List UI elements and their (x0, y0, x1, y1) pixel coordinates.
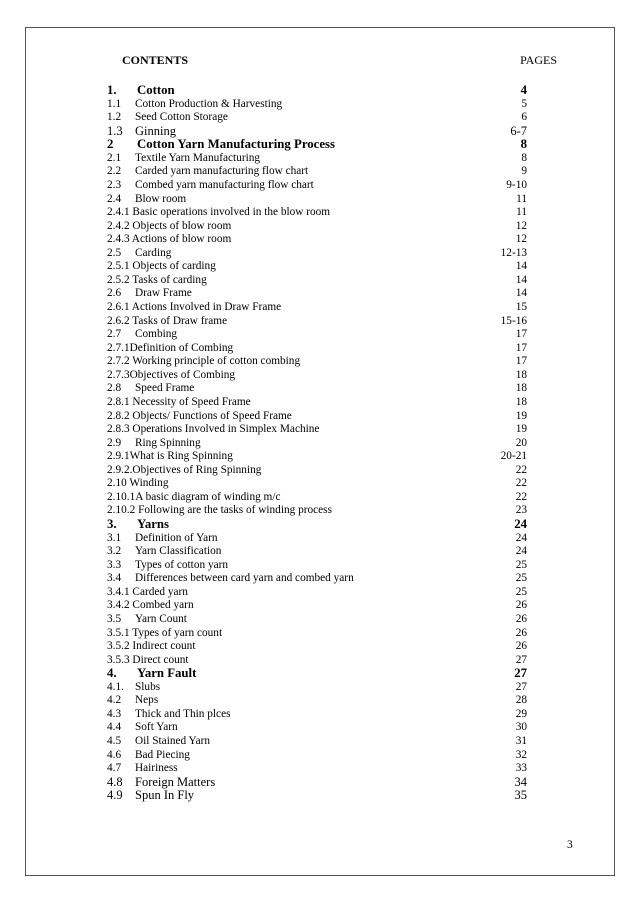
toc-entry (107, 247, 537, 261)
toc-entry (107, 84, 537, 98)
toc-entry (107, 776, 537, 790)
toc-entry-title: 2.7.3Objectives of Combing (107, 368, 236, 381)
toc-entry-title: Blow room (135, 192, 187, 205)
toc-entry-page: 12-13 (500, 246, 527, 259)
toc-entry-title: 2.5.1 Objects of carding (107, 260, 216, 273)
toc-entry-page: 5 (521, 97, 527, 110)
toc-entry-title: Speed Frame (135, 382, 195, 395)
toc-entry-number: 3.4 (107, 572, 122, 585)
toc-entry-title: Types of cotton yarn (135, 558, 229, 571)
toc-entry (107, 179, 537, 193)
toc-entry-title: Thick and Thin plces (135, 707, 231, 720)
toc-entry (107, 450, 537, 464)
toc-entry (107, 491, 537, 505)
toc-entry-title: Yarn Fault (137, 666, 197, 681)
toc-entry-page: 11 (516, 192, 527, 205)
toc-entry-number: 3. (107, 517, 117, 531)
toc-entry-title: 2.10.2 Following are the tasks of winding process (107, 504, 332, 517)
toc-entry-title: Bad Piecing (135, 748, 190, 761)
toc-entry (107, 111, 537, 125)
toc-entry-number: 4.5 (107, 735, 122, 747)
toc-entry-title: Yarn Count (135, 612, 187, 625)
toc-entry-title: Combed yarn manufacturing flow chart (135, 178, 314, 191)
toc-entry-title: 2.8.1 Necessity of Speed Frame (107, 395, 251, 408)
toc-entry (107, 762, 537, 776)
toc-entry (107, 572, 537, 586)
toc-entry-number: 1.1 (107, 97, 122, 110)
toc-entry-page: 11 (516, 206, 527, 219)
toc-entry-page: 26 (515, 599, 527, 612)
toc-entry (107, 694, 537, 708)
toc-entry (107, 654, 537, 668)
toc-entry-title: 3.4.2 Combed yarn (107, 599, 194, 612)
toc-entry (107, 328, 537, 342)
toc-entry-page: 9-10 (506, 178, 527, 191)
toc-entry-title: 2.8.2 Objects/ Functions of Speed Frame (107, 409, 292, 422)
toc-entry-number: 2.1 (107, 151, 122, 164)
toc-entry-page: 35 (514, 788, 527, 803)
toc-entry-page: 19 (515, 423, 527, 436)
toc-entry-number: 2.5 (107, 246, 122, 259)
toc-entry-title: Carding (135, 246, 172, 259)
toc-entry-page: 12 (515, 219, 527, 232)
toc-entry (107, 233, 537, 247)
toc-entry-page: 32 (515, 748, 527, 761)
toc-entry-title: 2.5.2 Tasks of carding (107, 273, 207, 286)
toc-entry (107, 789, 537, 803)
toc-entry (107, 545, 537, 559)
toc-entry-title: 2.7.2 Working principle of cotton combing (107, 355, 301, 368)
toc-entry-page: 15-16 (500, 314, 527, 327)
page-number: 3 (567, 839, 573, 851)
toc-entry-page: 22 (515, 463, 527, 476)
toc-entry-number: 1.2 (107, 111, 122, 124)
toc-entry (107, 410, 537, 424)
toc-entry-title: Yarn Classification (135, 545, 222, 558)
toc-entry (107, 627, 537, 641)
toc-entry-page: 8 (521, 151, 527, 164)
toc-entry (107, 504, 537, 518)
toc-entry-number: 4.4 (107, 721, 122, 734)
toc-entry (107, 464, 537, 478)
toc-entry-page: 14 (515, 273, 527, 286)
toc-entry-title: Cotton Yarn Manufacturing Process (137, 137, 335, 152)
toc-entry-number: 3.3 (107, 558, 122, 571)
toc-entry (107, 287, 537, 301)
toc-entry-number: 2.2 (107, 165, 122, 178)
toc-entry-title: Slubs (135, 680, 161, 693)
toc-entry (107, 152, 537, 166)
toc-entry-number: 2.6 (107, 287, 122, 300)
toc-entry-number: 4.9 (107, 788, 123, 803)
toc-entry-page: 25 (515, 585, 527, 598)
toc-entry-title: Ring Spinning (135, 436, 201, 449)
toc-entry (107, 355, 537, 369)
toc-entry-title: Spun In Fly (135, 788, 195, 803)
toc-entry-title: 2.10 Winding (107, 477, 169, 490)
toc-entry-title: Combing (135, 328, 178, 341)
pages-heading: PAGES (520, 53, 557, 67)
toc-entry-number: 4.3 (107, 707, 122, 720)
toc-entry (107, 396, 537, 410)
toc-entry-title: Hairiness (135, 762, 178, 775)
toc-entry (107, 342, 537, 356)
toc-entry-number: 2.8 (107, 382, 122, 395)
toc-entry-page: 26 (515, 640, 527, 653)
toc-entry (107, 260, 537, 274)
toc-entry-title: 3.5.3 Direct count (107, 653, 189, 666)
toc-entry-number: 2.3 (107, 178, 122, 191)
toc-entry-title: Definition of Yarn (135, 531, 218, 544)
toc-entry-number: 2.9 (107, 436, 122, 449)
toc-entry (107, 193, 537, 207)
toc-entry-page: 22 (515, 477, 527, 490)
toc-entry-number: 4.8 (107, 774, 123, 789)
toc-entry-page: 31 (515, 735, 527, 747)
toc-entry-title: 2.4.3 Actions of blow room (107, 233, 232, 246)
toc-entry-page: 24 (514, 517, 527, 531)
toc-entry-number: 2 (107, 137, 114, 152)
toc-entry (107, 125, 537, 139)
toc-entry-number: 3.2 (107, 545, 122, 558)
toc-entry-page: 26 (515, 626, 527, 639)
toc-entry (107, 599, 537, 613)
toc-entry-page: 28 (515, 694, 527, 707)
table-of-contents (107, 84, 537, 803)
toc-entry-title: Cotton Production & Harvesting (135, 97, 283, 110)
toc-entry-page: 17 (515, 341, 527, 354)
toc-entry-page: 18 (515, 395, 527, 408)
toc-entry-title: Soft Yarn (135, 721, 178, 734)
toc-entry-page: 23 (515, 504, 527, 517)
toc-entry-page: 6-7 (510, 123, 527, 138)
toc-entry-title: 2.10.1A basic diagram of winding m/c (107, 490, 281, 503)
toc-entry-page: 24 (515, 545, 527, 558)
toc-entry-title: Oil Stained Yarn (135, 735, 211, 747)
toc-entry (107, 640, 537, 654)
toc-entry-page: 34 (514, 774, 527, 789)
toc-entry (107, 138, 537, 152)
toc-entry-page: 20 (515, 436, 527, 449)
toc-entry (107, 613, 537, 627)
toc-entry-page: 12 (515, 233, 527, 246)
toc-entry (107, 98, 537, 112)
toc-entry-number: 2.7 (107, 328, 122, 341)
toc-entry-title: Textile Yarn Manufacturing (135, 151, 261, 164)
toc-entry (107, 532, 537, 546)
toc-entry (107, 423, 537, 437)
toc-entry-number: 4.7 (107, 762, 122, 775)
toc-entry-title: 2.6.2 Tasks of Draw frame (107, 314, 228, 327)
toc-entry-title: 2.4.1 Basic operations involved in the blow room (107, 206, 331, 219)
toc-entry (107, 749, 537, 763)
toc-entry (107, 518, 537, 532)
toc-entry (107, 274, 537, 288)
toc-entry (107, 220, 537, 234)
toc-entry-title: 2.7.1Definition of Combing (107, 341, 234, 354)
toc-entry-page: 27 (515, 680, 527, 693)
toc-entry-title: Neps (135, 694, 159, 707)
toc-entry-number: 3.5 (107, 612, 122, 625)
toc-entry (107, 477, 537, 491)
toc-entry-title: 3.5.2 Indirect count (107, 640, 196, 653)
toc-entry-title: 3.4.1 Carded yarn (107, 585, 188, 598)
toc-entry-page: 33 (515, 762, 527, 775)
toc-entry (107, 735, 537, 749)
toc-entry-title: Differences between card yarn and combed yarn (135, 572, 354, 585)
toc-entry-number: 1.3 (107, 123, 123, 138)
toc-entry-page: 22 (515, 490, 527, 503)
toc-entry-page: 25 (515, 572, 527, 585)
toc-entry-page: 29 (515, 707, 527, 720)
toc-entry-title: Draw Frame (135, 287, 192, 300)
toc-entry-page: 4 (520, 83, 527, 97)
toc-entry-title: 2.4.2 Objects of blow room (107, 219, 232, 232)
toc-entry (107, 559, 537, 573)
toc-entry-title: Cotton (137, 83, 175, 97)
toc-entry (107, 301, 537, 315)
toc-entry (107, 437, 537, 451)
toc-entry-title: Ginning (135, 123, 176, 138)
toc-entry (107, 369, 537, 383)
toc-entry-page: 25 (515, 558, 527, 571)
toc-entry-title: 2.8.3 Operations Involved in Simplex Machine (107, 423, 320, 436)
toc-entry-title: 2.9.2.Objectives of Ring Spinning (107, 463, 262, 476)
toc-entry-page: 17 (515, 328, 527, 341)
toc-entry-page: 26 (515, 612, 527, 625)
toc-entry-page: 14 (515, 287, 527, 300)
toc-entry-page: 27 (515, 653, 527, 666)
toc-entry (107, 165, 537, 179)
toc-entry (107, 721, 537, 735)
toc-entry-page: 18 (515, 382, 527, 395)
toc-entry-number: 4.6 (107, 748, 122, 761)
toc-entry-title: 3.5.1 Types of yarn count (107, 626, 223, 639)
toc-entry-number: 4.2 (107, 694, 122, 707)
toc-entry-title: 2.9.1What is Ring Spinning (107, 450, 233, 463)
toc-entry-title: Carded yarn manufacturing flow chart (135, 165, 309, 178)
toc-entry-page: 8 (520, 137, 527, 152)
toc-entry (107, 586, 537, 600)
toc-entry (107, 708, 537, 722)
toc-entry-title: Foreign Matters (135, 774, 216, 789)
toc-entry-number: 1. (107, 83, 117, 97)
toc-entry-title: Seed Cotton Storage (135, 111, 228, 124)
toc-entry-page: 30 (515, 721, 527, 734)
toc-entry-page: 6 (521, 111, 527, 124)
toc-entry-page: 24 (515, 531, 527, 544)
toc-entry (107, 315, 537, 329)
toc-entry-page: 17 (515, 355, 527, 368)
contents-heading: CONTENTS (122, 53, 189, 67)
toc-entry-title: 2.6.1 Actions Involved in Draw Frame (107, 301, 282, 313)
toc-entry-page: 14 (515, 260, 527, 273)
toc-entry-page: 15 (515, 301, 527, 313)
toc-entry (107, 382, 537, 396)
toc-entry-page: 27 (514, 666, 527, 681)
toc-entry-number: 3.1 (107, 531, 122, 544)
toc-entry-page: 9 (521, 165, 527, 178)
toc-entry-number: 4.1. (107, 680, 124, 693)
toc-entry-page: 18 (515, 368, 527, 381)
toc-entry-title: Yarns (137, 517, 169, 531)
toc-entry-number: 2.4 (107, 192, 122, 205)
toc-entry (107, 681, 537, 695)
toc-entry-number: 4. (107, 666, 117, 681)
toc-entry (107, 206, 537, 220)
toc-entry (107, 667, 537, 681)
toc-entry-page: 20-21 (500, 450, 527, 463)
toc-entry-page: 19 (515, 409, 527, 422)
